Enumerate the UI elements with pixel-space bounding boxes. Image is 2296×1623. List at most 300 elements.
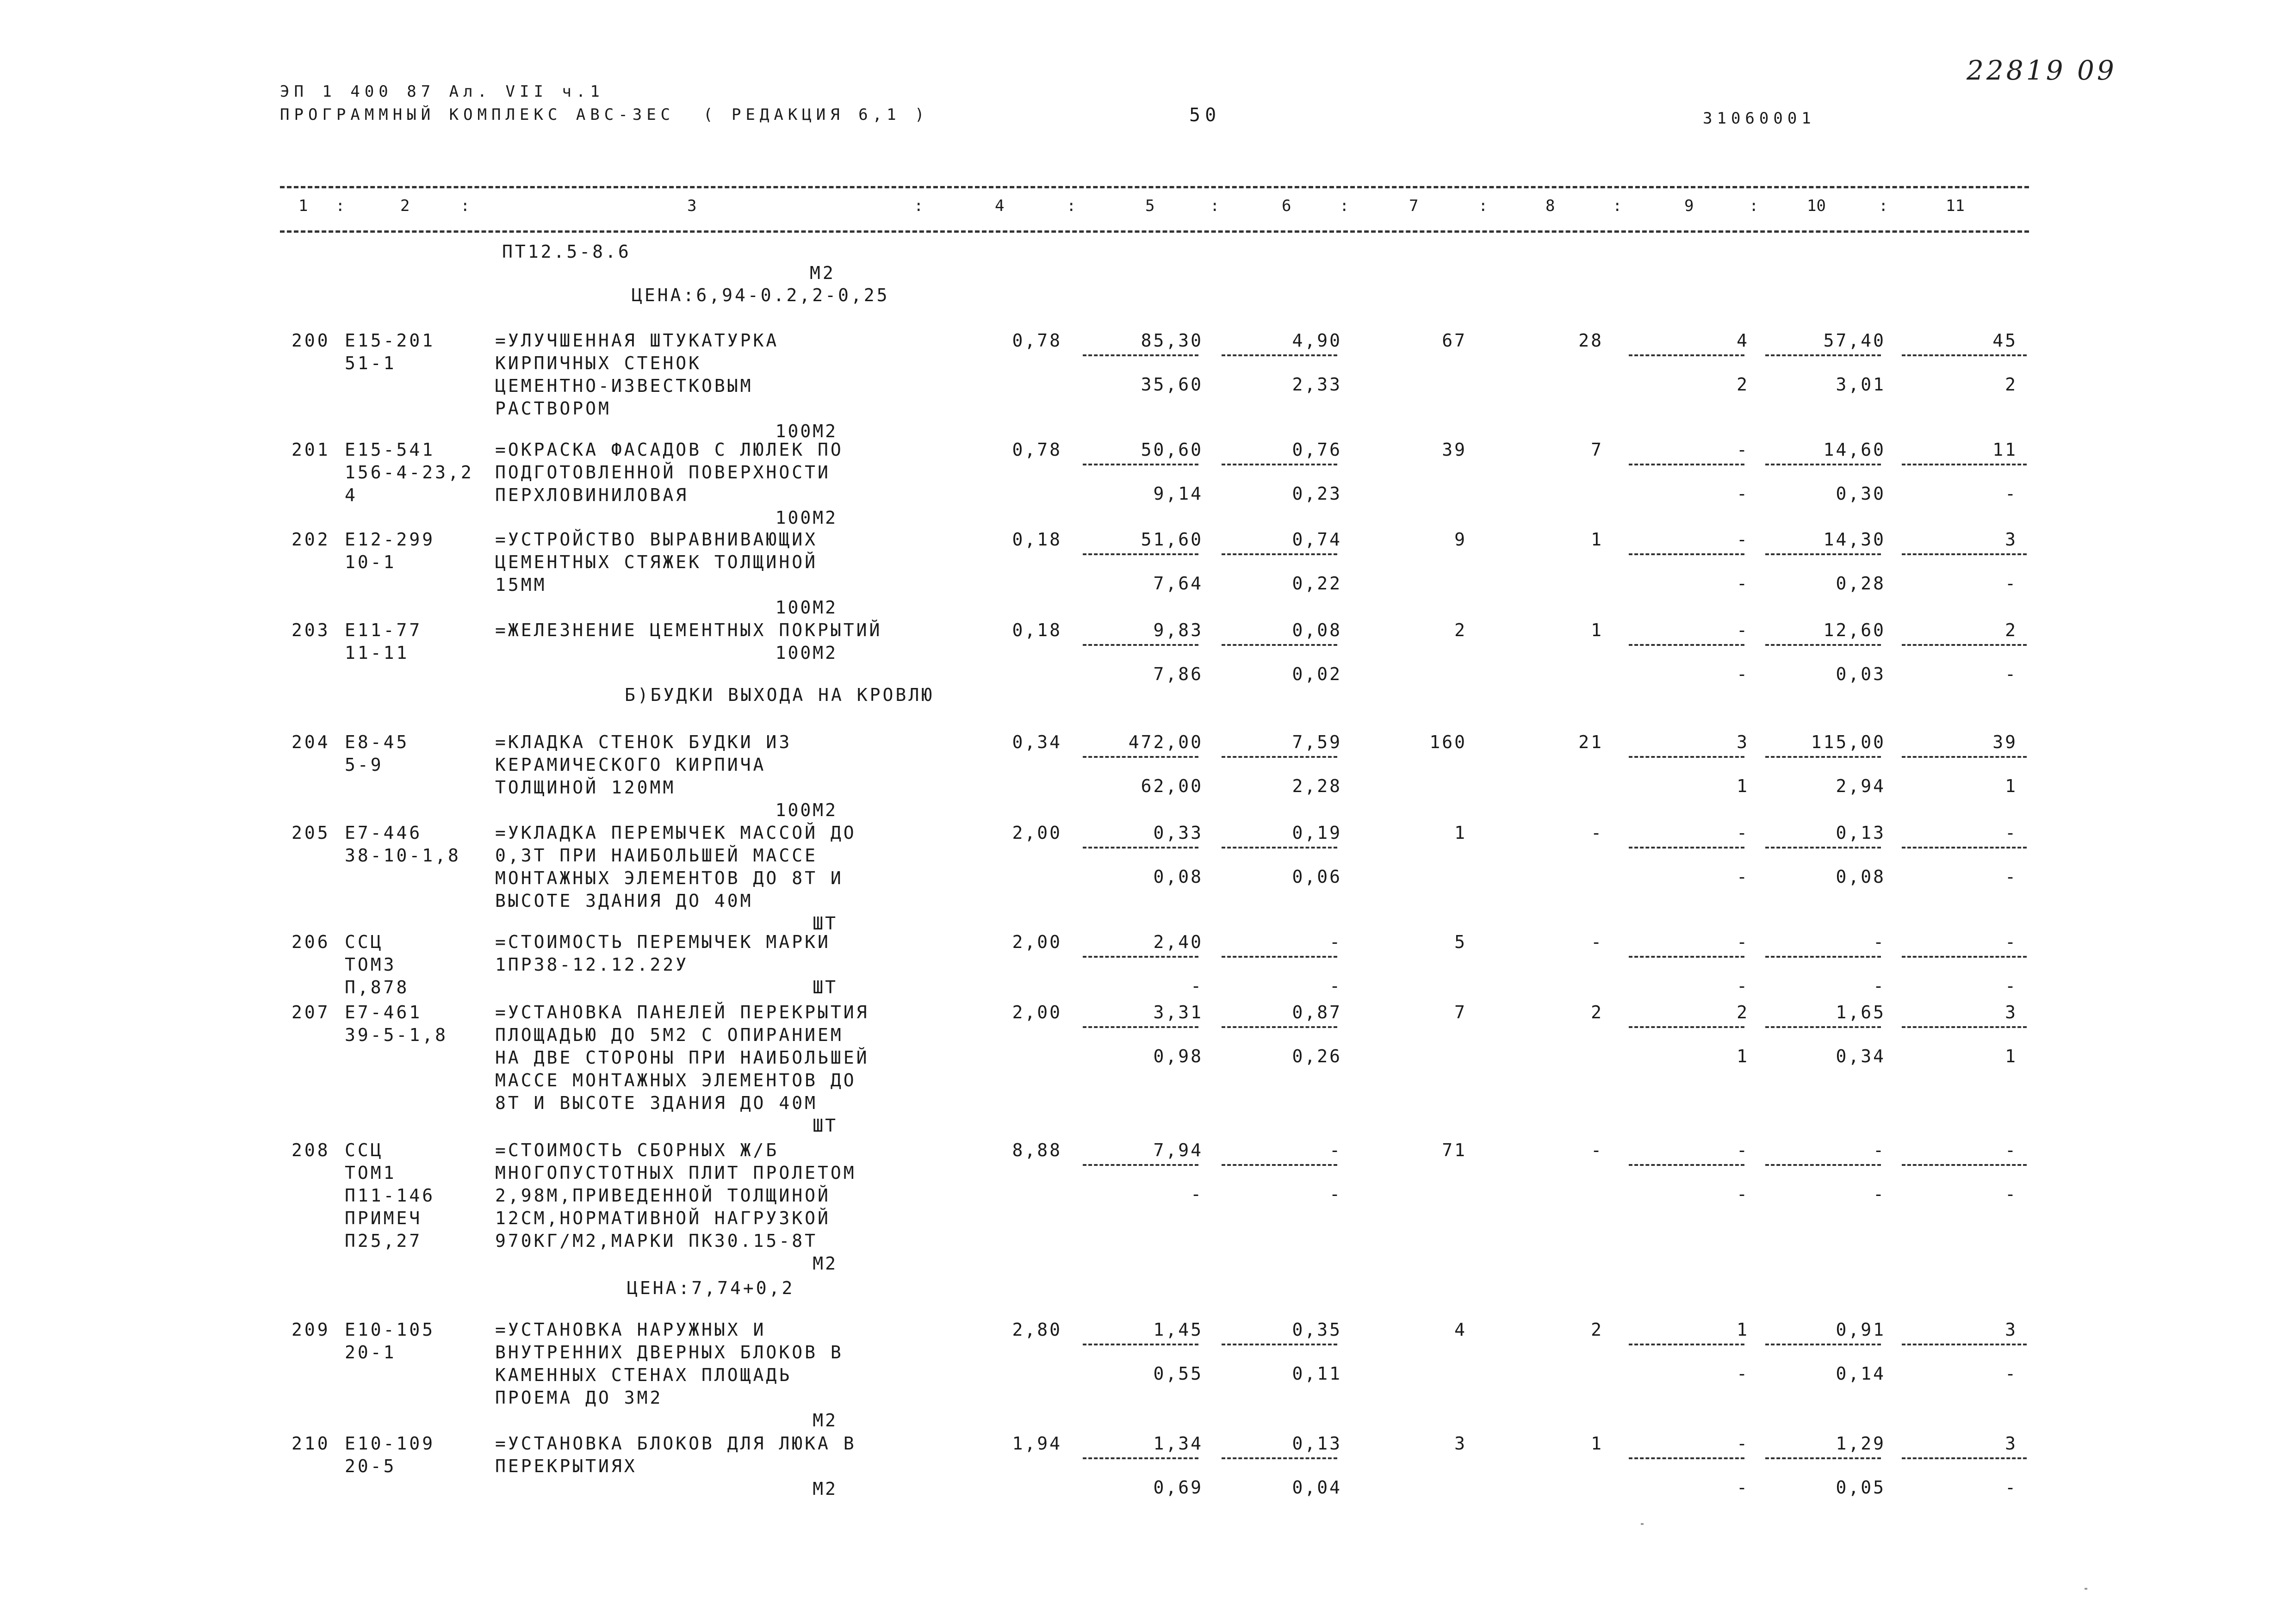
row-value-col7: 3: [1454, 1433, 1467, 1454]
row-value-col8: 2: [1591, 1319, 1603, 1340]
row-description: =УЛУЧШЕННАЯ ШТУКАТУРКА: [495, 330, 779, 351]
row-value-bottom: -: [1873, 1184, 1886, 1204]
row-code: ПРИМЕЧ: [345, 1208, 422, 1228]
row-value-bottom: 0,22: [1292, 573, 1342, 594]
program-name: ПРОГРАММНЫЙ КОМПЛЕКС АВС-3ЕС: [280, 105, 675, 124]
row-value-top: -: [2005, 1140, 2017, 1160]
row-value-top: 1,65: [1836, 1002, 1886, 1022]
row-description: МОНТАЖНЫХ ЭЛЕМЕНТОВ ДО 8Т И: [495, 868, 844, 888]
row-value-bottom: 0,05: [1836, 1477, 1886, 1498]
row-value-top: 0,74: [1292, 529, 1342, 550]
column-number: 10: [1807, 197, 1826, 215]
row-unit: М2: [813, 1253, 838, 1274]
row-value-col8: -: [1591, 932, 1603, 952]
row-value-top: 3,31: [1153, 1002, 1203, 1022]
row-code: 39-5-1,8: [345, 1025, 448, 1045]
fraction-divider: [1222, 756, 1337, 758]
column-separator: :: [1613, 197, 1622, 215]
row-value-col8: 1: [1591, 620, 1603, 640]
row-description: РАСТВОРОМ: [495, 398, 611, 419]
row-description: 1ПР38-12.12.22У: [495, 954, 689, 975]
section-title: Б)БУДКИ ВЫХОДА НА КРОВЛЮ: [625, 685, 935, 705]
row-number: 207: [292, 1002, 330, 1022]
row-value-top: 14,30: [1823, 529, 1886, 550]
row-code: 20-1: [345, 1342, 397, 1363]
row-code: ССЦ: [345, 932, 384, 952]
fraction-divider: [1629, 756, 1744, 758]
row-value-top: 4: [1737, 330, 1749, 351]
fraction-divider: [1765, 1026, 1881, 1028]
row-number: 209: [292, 1319, 330, 1340]
row-value-bottom: -: [1329, 976, 1342, 996]
program-edition: ( РЕДАКЦИЯ 6,1 ): [703, 105, 929, 124]
fraction-divider: [1765, 847, 1881, 849]
fraction-divider: [1902, 956, 2027, 958]
row-value-bottom: 3,01: [1836, 374, 1886, 395]
row-value-bottom: -: [2005, 573, 2017, 594]
row-number: 200: [292, 330, 330, 351]
row-value-top: 2,40: [1153, 932, 1203, 952]
row-value-bottom: -: [1191, 976, 1203, 996]
row-description: =СТОИМОСТЬ СБОРНЫХ Ж/Б: [495, 1140, 779, 1160]
row-value-col7: 71: [1442, 1140, 1467, 1160]
fraction-divider: [1629, 464, 1744, 465]
fraction-divider: [1765, 464, 1881, 465]
row-value-bottom: -: [2005, 483, 2017, 504]
column-number: 7: [1409, 197, 1419, 215]
row-description: ПЕРЕКРЫТИЯХ: [495, 1456, 637, 1476]
row-description: =УКЛАДКА ПЕРЕМЫЧЕК МАССОЙ ДО: [495, 823, 856, 843]
row-unit: 100М2: [775, 508, 838, 528]
row-description: 0,3Т ПРИ НАИБОЛЬШЕЙ МАССЕ: [495, 845, 818, 866]
row-code: ТОМ3: [345, 954, 397, 975]
fraction-divider: [1222, 847, 1337, 849]
fraction-divider: [1083, 1164, 1198, 1166]
row-unit: ШТ: [813, 913, 838, 934]
row-value-top: -: [1737, 823, 1749, 843]
fraction-divider: [1765, 354, 1881, 356]
archive-stamp: 22819 09: [1967, 55, 2117, 86]
row-value-top: 3: [2005, 529, 2017, 550]
row-description: ПЛОЩАДЬЮ ДО 5М2 С ОПИРАНИЕМ: [495, 1025, 844, 1045]
fraction-divider: [1902, 553, 2027, 555]
row-value-top: -: [1737, 529, 1749, 550]
row-code: Е12-299: [345, 529, 435, 550]
row-value-bottom: 2: [2005, 374, 2017, 395]
row-unit: 100М2: [775, 643, 838, 663]
row-value-top: 3: [2005, 1433, 2017, 1454]
column-number: 6: [1282, 197, 1291, 215]
row-value-col8: -: [1591, 1140, 1603, 1160]
row-value-bottom: 0,23: [1292, 483, 1342, 504]
row-unit: ШТ: [813, 1115, 838, 1136]
doc-reference: ЭП 1 400 87 Ал. VII ч.1: [280, 82, 604, 101]
row-value-col7: 160: [1429, 732, 1467, 752]
row-quantity: 1,94: [1012, 1433, 1062, 1454]
row-description: ЦЕМЕНТНЫХ СТЯЖЕК ТОЛЩИНОЙ: [495, 552, 818, 572]
row-value-col7: 39: [1442, 440, 1467, 460]
row-value-col8: 7: [1591, 440, 1603, 460]
row-description: МАССЕ МОНТАЖНЫХ ЭЛЕМЕНТОВ ДО: [495, 1070, 856, 1090]
row-code: 156-4-23,2: [345, 462, 474, 483]
fraction-divider: [1902, 1026, 2027, 1028]
fraction-divider: [1083, 1457, 1198, 1459]
row-code: 51-1: [345, 353, 397, 373]
fraction-divider: [1222, 644, 1337, 646]
fraction-divider: [1083, 464, 1198, 465]
row-value-bottom: -: [1737, 483, 1749, 504]
row-quantity: 2,00: [1012, 1002, 1062, 1022]
row-value-top: 1,45: [1153, 1319, 1203, 1340]
row-quantity: 2,80: [1012, 1319, 1062, 1340]
row-value-top: 12,60: [1823, 620, 1886, 640]
scan-speck: [1641, 1523, 1644, 1525]
row-description: =УСТАНОВКА ПАНЕЛЕЙ ПЕРЕКРЫТИЯ: [495, 1002, 869, 1022]
row-quantity: 0,78: [1012, 440, 1062, 460]
row-description: =СТОИМОСТЬ ПЕРЕМЫЧЕК МАРКИ: [495, 932, 831, 952]
row-quantity: 2,00: [1012, 932, 1062, 952]
fraction-divider: [1083, 553, 1198, 555]
fraction-divider: [1765, 1344, 1881, 1345]
row-code: 38-10-1,8: [345, 845, 461, 866]
fraction-divider: [1629, 847, 1744, 849]
row-value-top: 0,13: [1292, 1433, 1342, 1454]
fraction-divider: [1629, 644, 1744, 646]
fraction-divider: [1083, 644, 1198, 646]
row-value-bottom: 0,55: [1153, 1363, 1203, 1384]
row-value-top: 1,29: [1836, 1433, 1886, 1454]
row-value-top: 115,00: [1811, 732, 1886, 752]
column-number: 8: [1545, 197, 1555, 215]
row-value-bottom: 1: [2005, 1046, 2017, 1066]
row-value-col7: 9: [1454, 529, 1467, 550]
fraction-divider: [1222, 1344, 1337, 1345]
fraction-divider: [1083, 956, 1198, 958]
row-value-bottom: 1: [2005, 776, 2017, 796]
row-value-top: 39: [1992, 732, 2017, 752]
row-value-col7: 1: [1454, 823, 1467, 843]
row-value-bottom: 0,06: [1292, 867, 1342, 887]
row-value-bottom: 2: [1737, 374, 1749, 395]
column-separator: :: [914, 197, 924, 215]
row-value-top: 472,00: [1128, 732, 1203, 752]
row-number: 201: [292, 440, 330, 460]
row-unit: ШТ: [813, 977, 838, 997]
row-value-top: 3: [2005, 1319, 2017, 1340]
intro-item-name: ПТ12.5-8.6: [502, 242, 631, 262]
column-number: 4: [995, 197, 1005, 215]
row-unit: 100М2: [775, 597, 838, 618]
row-value-top: 1: [1737, 1319, 1749, 1340]
row-value-bottom: 62,00: [1141, 776, 1203, 796]
fraction-divider: [1902, 644, 2027, 646]
row-value-bottom: -: [1737, 1477, 1749, 1498]
column-separator: :: [1478, 197, 1488, 215]
fraction-divider: [1765, 644, 1881, 646]
row-value-col7: 7: [1454, 1002, 1467, 1022]
row-description: 8Т И ВЫСОТЕ ЗДАНИЯ ДО 40М: [495, 1093, 818, 1113]
column-number: 1: [298, 197, 308, 215]
row-description: ЦЕМЕНТНО-ИЗВЕСТКОВЫМ: [495, 376, 753, 396]
fraction-divider: [1902, 1457, 2027, 1459]
row-value-top: 2: [2005, 620, 2017, 640]
row-value-bottom: 2,33: [1292, 374, 1342, 395]
column-separator: :: [1067, 197, 1076, 215]
row-description: НА ДВЕ СТОРОНЫ ПРИ НАИБОЛЬШЕЙ: [495, 1047, 869, 1068]
row-code: 20-5: [345, 1456, 397, 1476]
row-code: Е8-45: [345, 732, 410, 752]
row-value-top: 0,91: [1836, 1319, 1886, 1340]
row-value-bottom: 2,28: [1292, 776, 1342, 796]
row-value-top: 85,30: [1141, 330, 1203, 351]
fraction-divider: [1222, 553, 1337, 555]
fraction-divider: [1765, 553, 1881, 555]
row-value-top: 0,08: [1292, 620, 1342, 640]
row-value-top: 0,76: [1292, 440, 1342, 460]
row-code: 10-1: [345, 552, 397, 572]
row-value-bottom: -: [1329, 1184, 1342, 1204]
page-number: 50: [1189, 105, 1221, 126]
row-value-col7: 67: [1442, 330, 1467, 351]
row-quantity: 0,18: [1012, 620, 1062, 640]
fraction-divider: [1222, 354, 1337, 356]
row-code: Е15-201: [345, 330, 435, 351]
fraction-divider: [1902, 756, 2027, 758]
row-code: ТОМ1: [345, 1163, 397, 1183]
row-value-bottom: -: [2005, 1363, 2017, 1384]
row-number: 204: [292, 732, 330, 752]
row-value-bottom: -: [1737, 867, 1749, 887]
column-number: 5: [1145, 197, 1155, 215]
row-value-bottom: -: [1737, 1184, 1749, 1204]
row-code: П11-146: [345, 1185, 435, 1206]
row-value-col8: 1: [1591, 529, 1603, 550]
row-value-bottom: 0,69: [1153, 1477, 1203, 1498]
row-value-bottom: 0,30: [1836, 483, 1886, 504]
scan-speck: [2085, 1588, 2087, 1590]
column-number: 9: [1684, 197, 1694, 215]
row-value-col8: 1: [1591, 1433, 1603, 1454]
fraction-divider: [1765, 756, 1881, 758]
row-value-top: 57,40: [1823, 330, 1886, 351]
column-separator: :: [1749, 197, 1759, 215]
row-value-top: -: [1873, 932, 1886, 952]
row-value-bottom: -: [2005, 867, 2017, 887]
row-value-bottom: 2,94: [1836, 776, 1886, 796]
row-number: 208: [292, 1140, 330, 1160]
fraction-divider: [1083, 354, 1198, 356]
row-value-top: 50,60: [1141, 440, 1203, 460]
row-value-bottom: 0,08: [1153, 867, 1203, 887]
row-value-bottom: 0,34: [1836, 1046, 1886, 1066]
fraction-divider: [1765, 1457, 1881, 1459]
row-description: ПЕРХЛОВИНИЛОВАЯ: [495, 485, 689, 505]
doc-code: 31060001: [1703, 109, 1816, 128]
row-description: 12СМ,НОРМАТИВНОЙ НАГРУЗКОЙ: [495, 1208, 831, 1228]
row-value-bottom: 0,14: [1836, 1363, 1886, 1384]
row-unit: М2: [813, 1479, 838, 1499]
row-value-top: -: [1737, 1140, 1749, 1160]
fraction-divider: [1083, 756, 1198, 758]
row-description: ПОДГОТОВЛЕННОЙ ПОВЕРХНОСТИ: [495, 462, 831, 483]
fraction-divider: [1902, 1164, 2027, 1166]
row-value-top: -: [1737, 1433, 1749, 1454]
fraction-divider: [1629, 1026, 1744, 1028]
row-value-top: -: [1737, 620, 1749, 640]
row-quantity: 8,88: [1012, 1140, 1062, 1160]
row-value-bottom: 0,03: [1836, 664, 1886, 684]
column-separator: :: [335, 197, 345, 215]
column-separator: :: [460, 197, 470, 215]
row-value-top: 1,34: [1153, 1433, 1203, 1454]
fraction-divider: [1222, 1026, 1337, 1028]
fraction-divider: [1902, 354, 2027, 356]
row-value-bottom: 0,26: [1292, 1046, 1342, 1066]
column-separator: :: [1210, 197, 1220, 215]
row-value-bottom: 9,14: [1153, 483, 1203, 504]
fraction-divider: [1222, 1164, 1337, 1166]
column-number: 2: [400, 197, 410, 215]
row-code: 11-11: [345, 643, 410, 663]
row-value-top: -: [1329, 1140, 1342, 1160]
price-note-208: ЦЕНА:7,74+0,2: [627, 1278, 795, 1298]
row-value-top: 0,33: [1153, 823, 1203, 843]
fraction-divider: [1629, 354, 1744, 356]
row-value-top: 14,60: [1823, 440, 1886, 460]
row-value-bottom: -: [2005, 1477, 2017, 1498]
row-code: Е7-461: [345, 1002, 422, 1022]
row-value-top: -: [1873, 1140, 1886, 1160]
row-value-bottom: -: [1737, 1363, 1749, 1384]
row-value-col7: 2: [1454, 620, 1467, 640]
row-value-top: 9,83: [1153, 620, 1203, 640]
row-description: =УСТАНОВКА БЛОКОВ ДЛЯ ЛЮКА В: [495, 1433, 856, 1454]
fraction-divider: [1222, 464, 1337, 465]
row-code: П,878: [345, 977, 410, 997]
row-value-top: 3: [1737, 732, 1749, 752]
row-description: КЕРАМИЧЕСКОГО КИРПИЧА: [495, 755, 766, 775]
row-number: 203: [292, 620, 330, 640]
row-value-bottom: 0,02: [1292, 664, 1342, 684]
row-description: МНОГОПУСТОТНЫХ ПЛИТ ПРОЛЕТОМ: [495, 1163, 856, 1183]
row-code: Е10-105: [345, 1319, 435, 1340]
row-code: Е15-541: [345, 440, 435, 460]
column-number: 11: [1946, 197, 1965, 215]
row-code: Е10-109: [345, 1433, 435, 1454]
row-description: 970КГ/М2,МАРКИ ПК30.15-8Т: [495, 1231, 818, 1251]
row-description: =УСТРОЙСТВО ВЫРАВНИВАЮЩИХ: [495, 529, 818, 550]
row-description: ТОЛЩИНОЙ 120ММ: [495, 777, 676, 798]
row-description: 15ММ: [495, 575, 547, 595]
row-description: ВЫСОТЕ ЗДАНИЯ ДО 40М: [495, 891, 753, 911]
intro-price: ЦЕНА:6,94-0.2,2-0,25: [632, 285, 890, 305]
row-description: ВНУТРЕННИХ ДВЕРНЫХ БЛОКОВ В: [495, 1342, 844, 1363]
column-numbers: [280, 197, 2029, 220]
row-value-bottom: 1: [1737, 776, 1749, 796]
fraction-divider: [1083, 1344, 1198, 1345]
row-description: 2,98М,ПРИВЕДЕННОЙ ТОЛЩИНОЙ: [495, 1185, 831, 1206]
intro-unit: М2: [810, 263, 836, 283]
fraction-divider: [1902, 464, 2027, 465]
fraction-divider: [1629, 1164, 1744, 1166]
row-value-col7: 4: [1454, 1319, 1467, 1340]
row-value-top: 0,35: [1292, 1319, 1342, 1340]
row-value-top: -: [1329, 932, 1342, 952]
row-value-bottom: -: [1873, 976, 1886, 996]
fraction-divider: [1222, 956, 1337, 958]
row-value-top: 2: [1737, 1002, 1749, 1022]
row-value-top: -: [1737, 932, 1749, 952]
row-description: КИРПИЧНЫХ СТЕНОК: [495, 353, 702, 373]
row-value-bottom: 35,60: [1141, 374, 1203, 395]
row-code: 5-9: [345, 755, 384, 775]
row-quantity: 2,00: [1012, 823, 1062, 843]
row-value-bottom: 1: [1737, 1046, 1749, 1066]
row-value-col8: 2: [1591, 1002, 1603, 1022]
row-number: 205: [292, 823, 330, 843]
row-value-bottom: 0,28: [1836, 573, 1886, 594]
row-value-bottom: -: [1737, 664, 1749, 684]
fraction-divider: [1629, 1344, 1744, 1345]
fraction-divider: [1083, 847, 1198, 849]
row-value-bottom: 0,98: [1153, 1046, 1203, 1066]
fraction-divider: [1902, 847, 2027, 849]
row-value-bottom: 7,86: [1153, 664, 1203, 684]
header-rule-bottom: [280, 230, 2029, 233]
fraction-divider: [1765, 1164, 1881, 1166]
row-quantity: 0,18: [1012, 529, 1062, 550]
row-value-bottom: 0,08: [1836, 867, 1886, 887]
row-code: П25,27: [345, 1231, 422, 1251]
row-quantity: 0,34: [1012, 732, 1062, 752]
row-value-col8: -: [1591, 823, 1603, 843]
row-code: ССЦ: [345, 1140, 384, 1160]
row-value-top: 4,90: [1292, 330, 1342, 351]
row-code: 4: [345, 485, 358, 505]
row-value-top: 0,87: [1292, 1002, 1342, 1022]
row-description: ПРОЕМА ДО 3М2: [495, 1388, 663, 1408]
row-value-bottom: 0,04: [1292, 1477, 1342, 1498]
row-value-top: 45: [1992, 330, 2017, 351]
header-rule-top: [280, 186, 2029, 188]
row-code: Е11-77: [345, 620, 422, 640]
row-value-col8: 21: [1578, 732, 1603, 752]
row-value-col7: 5: [1454, 932, 1467, 952]
fraction-divider: [1083, 1026, 1198, 1028]
fraction-divider: [1629, 1457, 1744, 1459]
row-quantity: 0,78: [1012, 330, 1062, 351]
fraction-divider: [1902, 1344, 2027, 1345]
row-value-bottom: -: [2005, 664, 2017, 684]
row-unit: 100М2: [775, 421, 838, 441]
row-value-top: 7,94: [1153, 1140, 1203, 1160]
row-value-bottom: -: [2005, 1184, 2017, 1204]
row-value-top: -: [1737, 440, 1749, 460]
column-number: 3: [687, 197, 697, 215]
row-description: =УСТАНОВКА НАРУЖНЫХ И: [495, 1319, 766, 1340]
row-value-top: 0,19: [1292, 823, 1342, 843]
row-unit: М2: [813, 1410, 838, 1431]
row-value-top: 0,13: [1836, 823, 1886, 843]
fraction-divider: [1765, 956, 1881, 958]
fraction-divider: [1629, 956, 1744, 958]
column-separator: :: [1879, 197, 1888, 215]
row-description: КАМЕННЫХ СТЕНАХ ПЛОЩАДЬ: [495, 1365, 792, 1385]
row-value-bottom: -: [1737, 573, 1749, 594]
row-value-col8: 28: [1578, 330, 1603, 351]
row-description: =ЖЕЛЕЗНЕНИЕ ЦЕМЕНТНЫХ ПОКРЫТИЙ: [495, 620, 882, 640]
row-code: Е7-446: [345, 823, 422, 843]
